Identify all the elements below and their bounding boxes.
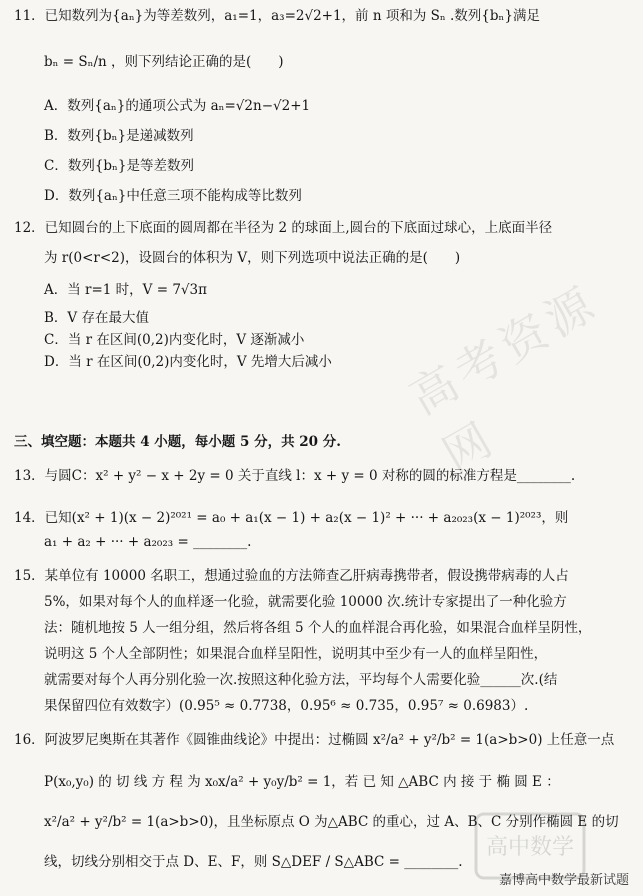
q15-line-4: 说明这 5 个人全部阴性；如果混合血样呈阳性，说明其中至少有一人的血样呈阳性， bbox=[44, 646, 548, 662]
q11-option-d: D．数列{aₙ}中任意三项不能构成等比数列 bbox=[44, 188, 302, 204]
q11-option-c: C．数列{bₙ}是等差数列 bbox=[44, 158, 194, 174]
q12-option-a: A．当 r=1 时，V = 7√3π bbox=[44, 282, 207, 298]
part-three-heading: 三、填空题：本题共 4 小题，每小题 5 分，共 20 分. bbox=[14, 434, 341, 450]
q12-option-b: B．V 存在最大值 bbox=[44, 310, 149, 326]
q15-line-6: 果保留四位有效数字）(0.95⁵ ≈ 0.7738，0.95⁶ ≈ 0.735，0.95⁷ ≈ 0.6983）. bbox=[44, 698, 529, 714]
q12-stem: 12．已知圆台的上下底面的圆周都在半径为 2 的球面上,圆台的下底面过球心，上底面半径 bbox=[14, 220, 553, 236]
q15-stem: 15．某单位有 10000 名职工，想通过验血的方法筛查乙肝病毒携带者，假设携带病毒的人占 bbox=[14, 568, 569, 584]
q15-line-2: 5%，如果对每个人的血样逐一化验，就需要化验 10000 次.统计专家提出了一种化验方 bbox=[44, 594, 567, 610]
q16-stem: 16．阿波罗尼奥斯在其著作《圆锥曲线论》中提出：过椭圆 x²/a² + y²/b² = 1(a>b>0) 上任意一点 bbox=[14, 732, 615, 748]
q11-option-a: A．数列{aₙ}的通项公式为 aₙ=√2n−√2+1 bbox=[44, 98, 311, 114]
q16-line-3: x²/a² + y²/b² = 1(a>b>0)，且坐标原点 O 为△ABC 的重心，过 A、B、C 分别作椭圆 E 的切 bbox=[44, 814, 619, 830]
q11-stem: 11．已知数列为{aₙ}为等差数列，a₁=1，a₃=2√2+1，前 n 项和为 Sₙ .数列{bₙ}满足 bbox=[14, 8, 540, 24]
q16-line-4: 线，切线分别相交于点 D、E、F，则 S△DEF / S△ABC = ________. bbox=[44, 854, 463, 870]
q16-line-2: P(x₀,y₀) 的 切 线 方 程 为 x₀x/a² + y₀y/b² = 1，若 已 知 △ABC 内 接 于 椭 圆 E ： bbox=[44, 774, 560, 790]
q11-option-b: B．数列{bₙ}是递减数列 bbox=[44, 128, 194, 144]
q12-option-c: C．当 r 在区间(0,2)内变化时，V 逐渐减小 bbox=[44, 332, 305, 348]
watermark-text: 高考资源网 bbox=[400, 274, 608, 483]
q15-line-3: 法：随机地按 5 人一组分组，然后将各组 5 个人的血样混合再化验，如果混合血样呈阴性， bbox=[44, 620, 592, 636]
corner-mark: 嘉博高中数学最新试题 bbox=[498, 873, 629, 888]
q14-stem-cont: a₁ + a₂ + ··· + a₂₀₂₃ = ________. bbox=[44, 534, 252, 550]
q11-stem-cont: bₙ = Sₙ/n ，则下列结论正确的是( ) bbox=[44, 54, 284, 70]
stamp-text: 高中数学 bbox=[485, 835, 575, 860]
q12-stem-cont: 为 r(0<r<2)，设圆台的体积为 V，则下列选项中说法正确的是( ) bbox=[44, 250, 461, 266]
q14-stem: 14．已知(x² + 1)(x − 2)²⁰²¹ = a₀ + a₁(x − 1) + a₂(x − 1)² + ··· + a₂₀₂₃(x − 1)²⁰²³，则 bbox=[14, 510, 569, 526]
q15-line-5: 就需要对每个人再分别化验一次.按照这种化验方法，平均每个人需要化验______次.(结 bbox=[44, 672, 558, 688]
q13-stem: 13．与圆C：x² + y² − x + 2y = 0 关于直线 l：x + y = 0 对称的圆的标准方程是________. bbox=[14, 468, 576, 484]
q12-option-d: D．当 r 在区间(0,2)内变化时，V 先增大后减小 bbox=[44, 354, 332, 370]
